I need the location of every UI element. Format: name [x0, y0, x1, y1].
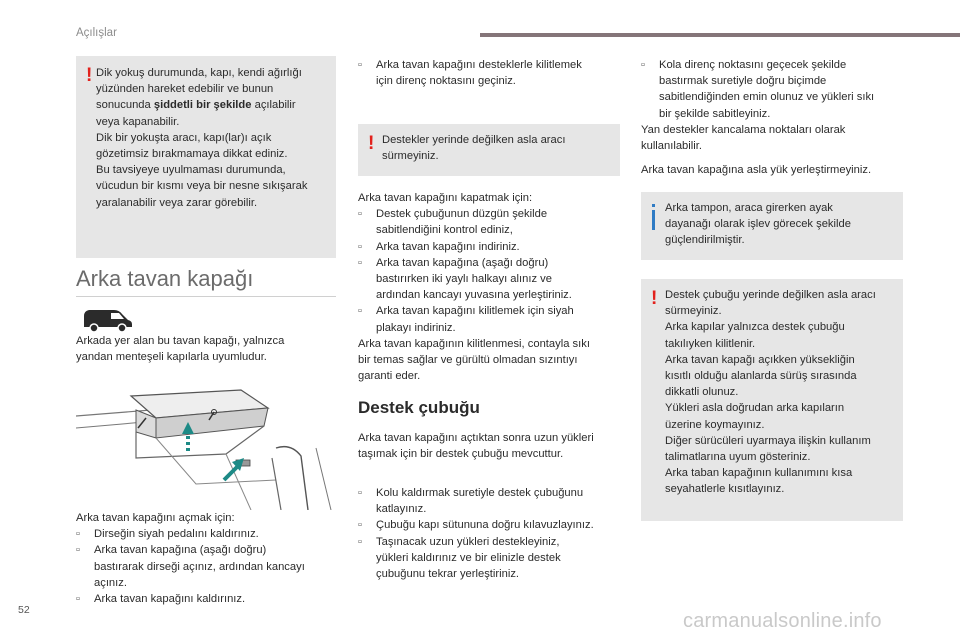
- list-item-cont: ardından kancayı yuvasına yerleştiriniz.: [376, 289, 572, 302]
- body-text: Arka tavan kapağını açtıktan sonra uzun yükleri: [358, 432, 594, 444]
- body-text: garanti eder.: [358, 370, 421, 383]
- warning-text: üzerine koymayınız.: [665, 418, 765, 431]
- body-text: Arka tavan kapağının kilitlenmesi, contayla sıkı: [358, 337, 590, 350]
- list-item-cont: sabitlendiğinden emin olunuz ve yükleri sıkı: [659, 91, 875, 104]
- list-item-cont: plakayı indiriniz.: [376, 321, 456, 334]
- info-icon: [652, 210, 655, 230]
- list-item: ▫ Çubuğu kapı sütununa doğru kılavuzlayınız.: [358, 517, 622, 533]
- info-text: güçlendirilmiştir.: [665, 234, 745, 247]
- list-item: ▫ Destek çubuğunun düzgün şekilde: [358, 206, 622, 222]
- body-text: bir temas sağlar ve gürültü olmadan sızıntıyı: [358, 354, 578, 367]
- chapter-title: Açılışlar: [76, 27, 117, 39]
- intro-text: yandan menteşeli kapılarla uyumludur.: [76, 351, 267, 364]
- list-item-cont: bastırmak suretiyle doğru biçimde: [659, 75, 827, 88]
- warning-box-supports: [358, 124, 620, 176]
- warning-box-bar: [641, 279, 903, 521]
- body-text: kullanılabilir.: [641, 140, 702, 153]
- warning-text: Yükleri asla doğrudan arka kapıların: [665, 402, 845, 415]
- list-item: ▫ Kolu kaldırmak suretiyle destek çubuğunu: [358, 485, 622, 501]
- warning-text: Destekler yerinde değilken asla aracı: [382, 134, 566, 146]
- list-item: ▫ Arka tavan kapağına (aşağı doğru): [358, 255, 622, 271]
- warning-text: Diğer sürücüleri uyarmaya ilişkin kullanım: [665, 434, 871, 447]
- list-item: ▫ Kola direnç noktasını geçecek şekilde: [641, 57, 903, 73]
- intro-text: Arkada yer alan bu tavan kapağı, yalnızca: [76, 335, 285, 347]
- info-text: dayanağı olarak işlev görecek şekilde: [665, 218, 851, 231]
- list-item-cont: çubuğunu tekrar yerleştiriniz.: [376, 568, 520, 581]
- warning-text: gözetimsiz bırakmamaya dikkat ediniz.: [96, 148, 288, 161]
- warning-icon: !: [86, 65, 93, 86]
- section-title: Arka tavan kapağı: [76, 266, 254, 291]
- warning-text: Bu tavsiyeye uyulmaması durumunda,: [96, 164, 286, 177]
- list-item: ▫ Arka tavan kapağını desteklerle kilitlemek: [358, 57, 620, 73]
- list-item-cont: bastırırken iki yaylı halkayı alınız ve: [376, 273, 552, 286]
- warning-text: dikkatli olunuz.: [665, 386, 739, 399]
- warning-text: takılıyken kilitlenir.: [665, 337, 756, 350]
- info-text: Arka tampon, araca girerken ayak: [665, 202, 833, 214]
- roof-flap-illustration: [76, 388, 338, 510]
- list-item: ▫ Arka tavan kapağını kilitlemek için siyah: [358, 303, 622, 319]
- warning-box-slope: [76, 56, 336, 258]
- list-item-cont: bastırarak dirseği açınız, ardından kancayı: [94, 560, 305, 573]
- warning-text: Dik bir yokuşta aracı, kapı(lar)ı açık: [96, 131, 272, 144]
- warning-text: Arka tavan kapağı açıkken yüksekliğin: [665, 353, 855, 366]
- list-item: ▫ Taşınacak uzun yükleri destekleyiniz,: [358, 534, 622, 550]
- list-item-cont: sabitlendiğini kontrol ediniz,: [376, 224, 513, 237]
- header-rule: [480, 33, 960, 37]
- info-box-bumper: [641, 192, 903, 260]
- warning-text: Destek çubuğu yerinde değilken asla aracı: [665, 289, 876, 301]
- body-text: Arka tavan kapağına asla yük yerleştirmeyiniz.: [641, 164, 872, 176]
- warning-text: sürmeyiniz.: [382, 150, 439, 163]
- warning-text: yüzünden hareket edebilir ve bunun: [96, 83, 274, 96]
- list-item-cont: açınız.: [94, 576, 127, 589]
- warning-icon: !: [368, 133, 375, 154]
- warning-text: kısıtlı olduğu alanlarda sürüş sırasında: [665, 370, 857, 383]
- list-item: ▫ Arka tavan kapağını indiriniz.: [358, 239, 622, 255]
- list-item: ▫ Dirseğin siyah pedalını kaldırınız.: [76, 526, 338, 542]
- watermark: carmanualsonline.info: [683, 610, 882, 632]
- warning-text: vücudun bir kısmı veya bir nesne sıkışarak: [96, 180, 308, 193]
- subsection-title: Destek çubuğu: [358, 398, 480, 417]
- section-rule: [76, 296, 336, 297]
- warning-text: veya kapanabilir.: [96, 115, 180, 128]
- warning-text: seyahatlerle kısıtlayınız.: [665, 483, 785, 496]
- warning-text: talimatlarına uyum gösteriniz.: [665, 451, 811, 464]
- van-icon: [82, 307, 134, 333]
- warning-text: sürmeyiniz.: [665, 305, 722, 318]
- list-item: ▫ Arka tavan kapağını kaldırınız.: [76, 591, 338, 607]
- list-item-cont: yükleri kaldırınız ve bir elinizle destek: [376, 551, 561, 564]
- list-item-cont: için direnç noktasını geçiniz.: [376, 75, 516, 88]
- body-text: Yan destekler kancalama noktaları olarak: [641, 123, 846, 136]
- warning-text: sonucunda şiddetli bir şekilde açılabilir: [96, 99, 296, 112]
- warning-icon: !: [651, 288, 658, 309]
- warning-text: Arka taban kapağının kullanımını kısa: [665, 467, 853, 480]
- list-item: ▫ Arka tavan kapağına (aşağı doğru): [76, 542, 338, 558]
- list-item-cont: bir şekilde sabitleyiniz.: [659, 107, 771, 120]
- open-heading: Arka tavan kapağını açmak için:: [76, 512, 235, 524]
- warning-text: yaralanabilir veya zarar görebilir.: [96, 196, 258, 209]
- close-heading: Arka tavan kapağını kapatmak için:: [358, 192, 533, 204]
- list-item-cont: katlayınız.: [376, 503, 427, 516]
- page-number: 52: [18, 604, 30, 616]
- warning-text: Dik yokuş durumunda, kapı, kendi ağırlığı: [96, 67, 302, 79]
- warning-text: Arka kapılar yalnızca destek çubuğu: [665, 321, 845, 334]
- body-text: taşımak için bir destek çubuğu mevcuttur.: [358, 448, 564, 461]
